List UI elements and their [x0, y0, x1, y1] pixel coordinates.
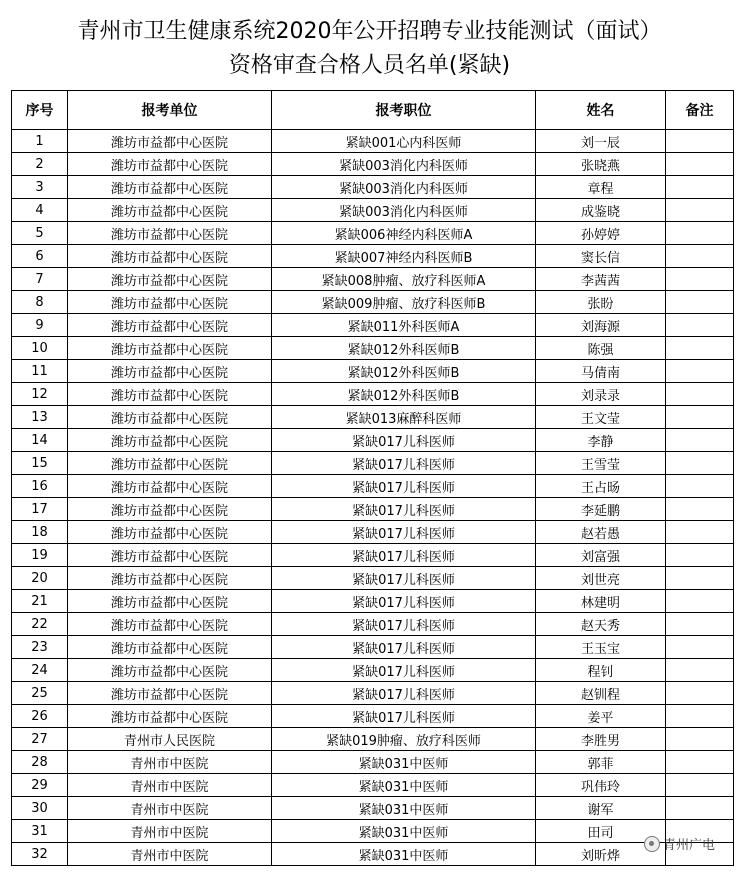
cell-position: 紧缺008肿瘤、放疗科医师A	[272, 268, 536, 291]
cell-remark	[666, 176, 734, 199]
cell-unit: 潍坊市益都中心医院	[68, 705, 272, 728]
cell-position: 紧缺019肿瘤、放疗科医师	[272, 728, 536, 751]
cell-position: 紧缺017儿科医师	[272, 682, 536, 705]
cell-name: 章程	[536, 176, 666, 199]
cell-name: 赵若愚	[536, 521, 666, 544]
table-row	[12, 820, 734, 843]
cell-seq: 25	[12, 682, 68, 705]
cell-name: 张晓燕	[536, 153, 666, 176]
cell-unit: 潍坊市益都中心医院	[68, 636, 272, 659]
table-row	[12, 452, 734, 475]
cell-remark	[666, 636, 734, 659]
cell-name: 孙婷婷	[536, 222, 666, 245]
cell-position: 紧缺017儿科医师	[272, 705, 536, 728]
cell-seq: 29	[12, 774, 68, 797]
cell-unit: 潍坊市益都中心医院	[68, 130, 272, 153]
cell-remark	[666, 774, 734, 797]
cell-unit: 潍坊市益都中心医院	[68, 590, 272, 613]
cell-remark	[666, 291, 734, 314]
cell-seq: 3	[12, 176, 68, 199]
cell-unit: 潍坊市益都中心医院	[68, 153, 272, 176]
cell-name: 谢军	[536, 797, 666, 820]
cell-name: 李胜男	[536, 728, 666, 751]
cell-remark	[666, 751, 734, 774]
cell-name: 田司	[536, 820, 666, 843]
table-row	[12, 429, 734, 452]
table-row	[12, 360, 734, 383]
cell-unit: 潍坊市益都中心医院	[68, 222, 272, 245]
cell-remark	[666, 659, 734, 682]
cell-seq: 31	[12, 820, 68, 843]
cell-position: 紧缺017儿科医师	[272, 544, 536, 567]
cell-position: 紧缺003消化内科医师	[272, 176, 536, 199]
cell-unit: 潍坊市益都中心医院	[68, 383, 272, 406]
table-header-row	[12, 91, 734, 130]
cell-position: 紧缺017儿科医师	[272, 659, 536, 682]
table-row	[12, 222, 734, 245]
cell-remark	[666, 383, 734, 406]
cell-remark	[666, 268, 734, 291]
cell-remark	[666, 521, 734, 544]
cell-unit: 青州市中医院	[68, 820, 272, 843]
cell-seq: 21	[12, 590, 68, 613]
cell-unit: 潍坊市益都中心医院	[68, 199, 272, 222]
cell-name: 刘世亮	[536, 567, 666, 590]
wechat-icon	[644, 836, 660, 852]
cell-position: 紧缺017儿科医师	[272, 567, 536, 590]
cell-seq: 28	[12, 751, 68, 774]
cell-position: 紧缺003消化内科医师	[272, 199, 536, 222]
table-row	[12, 659, 734, 682]
table-row	[12, 797, 734, 820]
cell-unit: 青州市中医院	[68, 751, 272, 774]
table-row	[12, 153, 734, 176]
header-position: 报考职位	[272, 91, 536, 130]
cell-name: 姜平	[536, 705, 666, 728]
cell-seq: 2	[12, 153, 68, 176]
table-row	[12, 774, 734, 797]
page-title: 青州市卫生健康系统2020年公开招聘专业技能测试（面试）	[77, 19, 662, 44]
cell-unit: 潍坊市益都中心医院	[68, 613, 272, 636]
cell-remark	[666, 498, 734, 521]
cell-name: 马倩南	[536, 360, 666, 383]
table-row	[12, 245, 734, 268]
page-subtitle: 资格审查合格人员名单(紧缺)	[228, 53, 511, 78]
cell-position: 紧缺017儿科医师	[272, 475, 536, 498]
cell-name: 李茜茜	[536, 268, 666, 291]
cell-name: 刘录录	[536, 383, 666, 406]
cell-unit: 潍坊市益都中心医院	[68, 659, 272, 682]
cell-unit: 潍坊市益都中心医院	[68, 544, 272, 567]
cell-position: 紧缺012外科医师B	[272, 360, 536, 383]
cell-name: 巩伟玲	[536, 774, 666, 797]
cell-remark	[666, 245, 734, 268]
cell-name: 赵天秀	[536, 613, 666, 636]
cell-position: 紧缺017儿科医师	[272, 498, 536, 521]
cell-name: 陈强	[536, 337, 666, 360]
cell-unit: 青州市中医院	[68, 843, 272, 866]
cell-remark	[666, 429, 734, 452]
watermark	[644, 834, 715, 853]
header-seq: 序号	[12, 91, 68, 130]
cell-unit: 青州市中医院	[68, 797, 272, 820]
cell-name: 赵钏程	[536, 682, 666, 705]
table-row	[12, 291, 734, 314]
cell-remark	[666, 222, 734, 245]
cell-seq: 1	[12, 130, 68, 153]
cell-unit: 潍坊市益都中心医院	[68, 682, 272, 705]
cell-unit: 潍坊市益都中心医院	[68, 567, 272, 590]
table-row	[12, 498, 734, 521]
cell-seq: 30	[12, 797, 68, 820]
candidate-table	[11, 90, 734, 866]
cell-position: 紧缺017儿科医师	[272, 521, 536, 544]
table-row	[12, 682, 734, 705]
cell-name: 程钊	[536, 659, 666, 682]
cell-remark	[666, 452, 734, 475]
cell-name: 成鉴晓	[536, 199, 666, 222]
cell-seq: 7	[12, 268, 68, 291]
cell-name: 刘一辰	[536, 130, 666, 153]
cell-seq: 8	[12, 291, 68, 314]
cell-seq: 10	[12, 337, 68, 360]
cell-name: 郭菲	[536, 751, 666, 774]
cell-name: 李静	[536, 429, 666, 452]
cell-name: 窦长信	[536, 245, 666, 268]
cell-position: 紧缺031中医师	[272, 797, 536, 820]
cell-seq: 14	[12, 429, 68, 452]
cell-seq: 18	[12, 521, 68, 544]
table-row	[12, 176, 734, 199]
table-row	[12, 613, 734, 636]
cell-remark	[666, 130, 734, 153]
cell-unit: 潍坊市益都中心医院	[68, 429, 272, 452]
cell-unit: 潍坊市益都中心医院	[68, 245, 272, 268]
cell-position: 紧缺017儿科医师	[272, 590, 536, 613]
cell-seq: 17	[12, 498, 68, 521]
cell-unit: 潍坊市益都中心医院	[68, 452, 272, 475]
cell-name: 林建明	[536, 590, 666, 613]
cell-unit: 潍坊市益都中心医院	[68, 337, 272, 360]
table-row	[12, 406, 734, 429]
cell-remark	[666, 314, 734, 337]
cell-remark	[666, 544, 734, 567]
table-body	[12, 130, 734, 866]
cell-seq: 19	[12, 544, 68, 567]
cell-remark	[666, 705, 734, 728]
header-remark: 备注	[666, 91, 734, 130]
cell-unit: 潍坊市益都中心医院	[68, 314, 272, 337]
cell-name: 李延鹏	[536, 498, 666, 521]
watermark-text: 青州广电	[662, 838, 715, 853]
cell-unit: 潍坊市益都中心医院	[68, 291, 272, 314]
cell-name: 刘昕烨	[536, 843, 666, 866]
cell-position: 紧缺017儿科医师	[272, 452, 536, 475]
cell-seq: 9	[12, 314, 68, 337]
table-row	[12, 544, 734, 567]
cell-remark	[666, 337, 734, 360]
cell-unit: 潍坊市益都中心医院	[68, 498, 272, 521]
cell-seq: 20	[12, 567, 68, 590]
cell-remark	[666, 360, 734, 383]
table-row	[12, 567, 734, 590]
cell-position: 紧缺003消化内科医师	[272, 153, 536, 176]
cell-seq: 13	[12, 406, 68, 429]
cell-position: 紧缺031中医师	[272, 774, 536, 797]
cell-seq: 27	[12, 728, 68, 751]
table-row	[12, 130, 734, 153]
cell-name: 刘富强	[536, 544, 666, 567]
cell-remark	[666, 728, 734, 751]
table-row	[12, 751, 734, 774]
cell-unit: 青州市中医院	[68, 774, 272, 797]
cell-position: 紧缺012外科医师B	[272, 337, 536, 360]
cell-position: 紧缺017儿科医师	[272, 429, 536, 452]
cell-name: 张盼	[536, 291, 666, 314]
cell-remark	[666, 199, 734, 222]
table-row	[12, 314, 734, 337]
cell-name: 王占旸	[536, 475, 666, 498]
table-row	[12, 843, 734, 866]
cell-position: 紧缺001心内科医师	[272, 130, 536, 153]
cell-seq: 23	[12, 636, 68, 659]
header-unit: 报考单位	[68, 91, 272, 130]
cell-remark	[666, 153, 734, 176]
cell-position: 紧缺007神经内科医师B	[272, 245, 536, 268]
cell-seq: 32	[12, 843, 68, 866]
table-row	[12, 475, 734, 498]
cell-name: 王玉宝	[536, 636, 666, 659]
header-name: 姓名	[536, 91, 666, 130]
cell-seq: 22	[12, 613, 68, 636]
cell-seq: 5	[12, 222, 68, 245]
cell-position: 紧缺017儿科医师	[272, 636, 536, 659]
cell-position: 紧缺031中医师	[272, 843, 536, 866]
cell-seq: 15	[12, 452, 68, 475]
cell-name: 刘海源	[536, 314, 666, 337]
cell-position: 紧缺017儿科医师	[272, 613, 536, 636]
cell-remark	[666, 590, 734, 613]
cell-seq: 16	[12, 475, 68, 498]
cell-seq: 26	[12, 705, 68, 728]
table-row	[12, 728, 734, 751]
cell-position: 紧缺011外科医师A	[272, 314, 536, 337]
cell-name: 王雪莹	[536, 452, 666, 475]
table-row	[12, 337, 734, 360]
cell-position: 紧缺031中医师	[272, 751, 536, 774]
table-row	[12, 268, 734, 291]
cell-name: 王文莹	[536, 406, 666, 429]
cell-remark	[666, 797, 734, 820]
cell-remark	[666, 475, 734, 498]
cell-unit: 潍坊市益都中心医院	[68, 406, 272, 429]
table-row	[12, 705, 734, 728]
cell-position: 紧缺013麻醉科医师	[272, 406, 536, 429]
cell-unit: 潍坊市益都中心医院	[68, 475, 272, 498]
cell-seq: 12	[12, 383, 68, 406]
cell-seq: 24	[12, 659, 68, 682]
table-row	[12, 590, 734, 613]
cell-unit: 潍坊市益都中心医院	[68, 521, 272, 544]
cell-seq: 11	[12, 360, 68, 383]
cell-position: 紧缺006神经内科医师A	[272, 222, 536, 245]
cell-seq: 6	[12, 245, 68, 268]
cell-remark	[666, 682, 734, 705]
cell-position: 紧缺031中医师	[272, 820, 536, 843]
cell-seq: 4	[12, 199, 68, 222]
table-row	[12, 636, 734, 659]
table-row	[12, 383, 734, 406]
cell-remark	[666, 406, 734, 429]
cell-remark	[666, 567, 734, 590]
cell-position: 紧缺009肿瘤、放疗科医师B	[272, 291, 536, 314]
cell-remark	[666, 613, 734, 636]
table-row	[12, 199, 734, 222]
cell-position: 紧缺012外科医师B	[272, 383, 536, 406]
table-row	[12, 521, 734, 544]
cell-unit: 潍坊市益都中心医院	[68, 360, 272, 383]
cell-unit: 青州市人民医院	[68, 728, 272, 751]
cell-unit: 潍坊市益都中心医院	[68, 176, 272, 199]
cell-unit: 潍坊市益都中心医院	[68, 268, 272, 291]
